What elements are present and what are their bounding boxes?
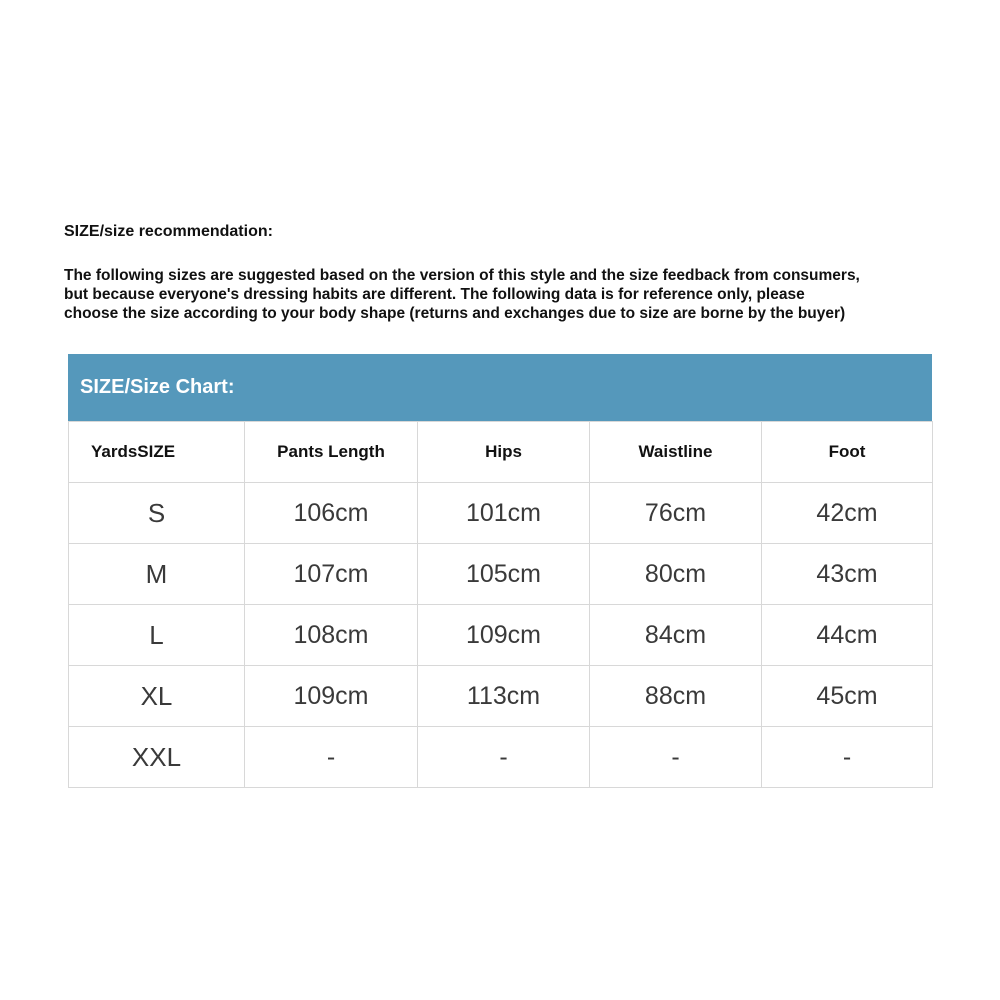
waistline-cell: 76cm xyxy=(590,483,762,544)
recommendation-line: The following sizes are suggested based on the version of this style and the size feedback from consumers, xyxy=(64,267,860,284)
recommendation-line: but because everyone's dressing habits are different. The following data is for reference only, please xyxy=(64,286,805,303)
pants-length-cell: 107cm xyxy=(245,544,418,605)
table-row xyxy=(69,666,933,727)
pants-length-cell: 109cm xyxy=(245,666,418,727)
waistline-cell: 84cm xyxy=(590,605,762,666)
size-cell: XXL xyxy=(69,727,245,788)
recommendation-text xyxy=(64,266,944,323)
pants-length-cell: 106cm xyxy=(245,483,418,544)
size-cell: L xyxy=(69,605,245,666)
waistline-cell: 88cm xyxy=(590,666,762,727)
waistline-cell: - xyxy=(590,727,762,788)
size-cell: XL xyxy=(69,666,245,727)
foot-cell: 45cm xyxy=(762,666,933,727)
size-cell: M xyxy=(69,544,245,605)
hips-cell: 109cm xyxy=(418,605,590,666)
column-header-pants-length: Pants Length xyxy=(245,422,418,483)
recommendation-title: SIZE/size recommendation: xyxy=(64,223,273,240)
foot-cell: 43cm xyxy=(762,544,933,605)
foot-cell: 42cm xyxy=(762,483,933,544)
column-header-foot: Foot xyxy=(762,422,933,483)
foot-cell: - xyxy=(762,727,933,788)
table-row xyxy=(69,483,933,544)
size-table xyxy=(68,421,933,788)
size-chart xyxy=(68,354,932,794)
size-chart-title: SIZE/Size Chart: xyxy=(68,354,932,421)
table-row xyxy=(69,605,933,666)
table-header-row xyxy=(69,422,933,483)
hips-cell: 105cm xyxy=(418,544,590,605)
table-row xyxy=(69,727,933,788)
column-header-waistline: Waistline xyxy=(590,422,762,483)
foot-cell: 44cm xyxy=(762,605,933,666)
column-header-hips: Hips xyxy=(418,422,590,483)
pants-length-cell: 108cm xyxy=(245,605,418,666)
size-cell: S xyxy=(69,483,245,544)
hips-cell: 101cm xyxy=(418,483,590,544)
recommendation-line: choose the size according to your body shape (returns and exchanges due to size are borne by the buyer) xyxy=(64,305,846,322)
pants-length-cell: - xyxy=(245,727,418,788)
hips-cell: - xyxy=(418,727,590,788)
waistline-cell: 80cm xyxy=(590,544,762,605)
table-row xyxy=(69,544,933,605)
column-header-size: YardsSIZE xyxy=(69,422,245,483)
hips-cell: 113cm xyxy=(418,666,590,727)
